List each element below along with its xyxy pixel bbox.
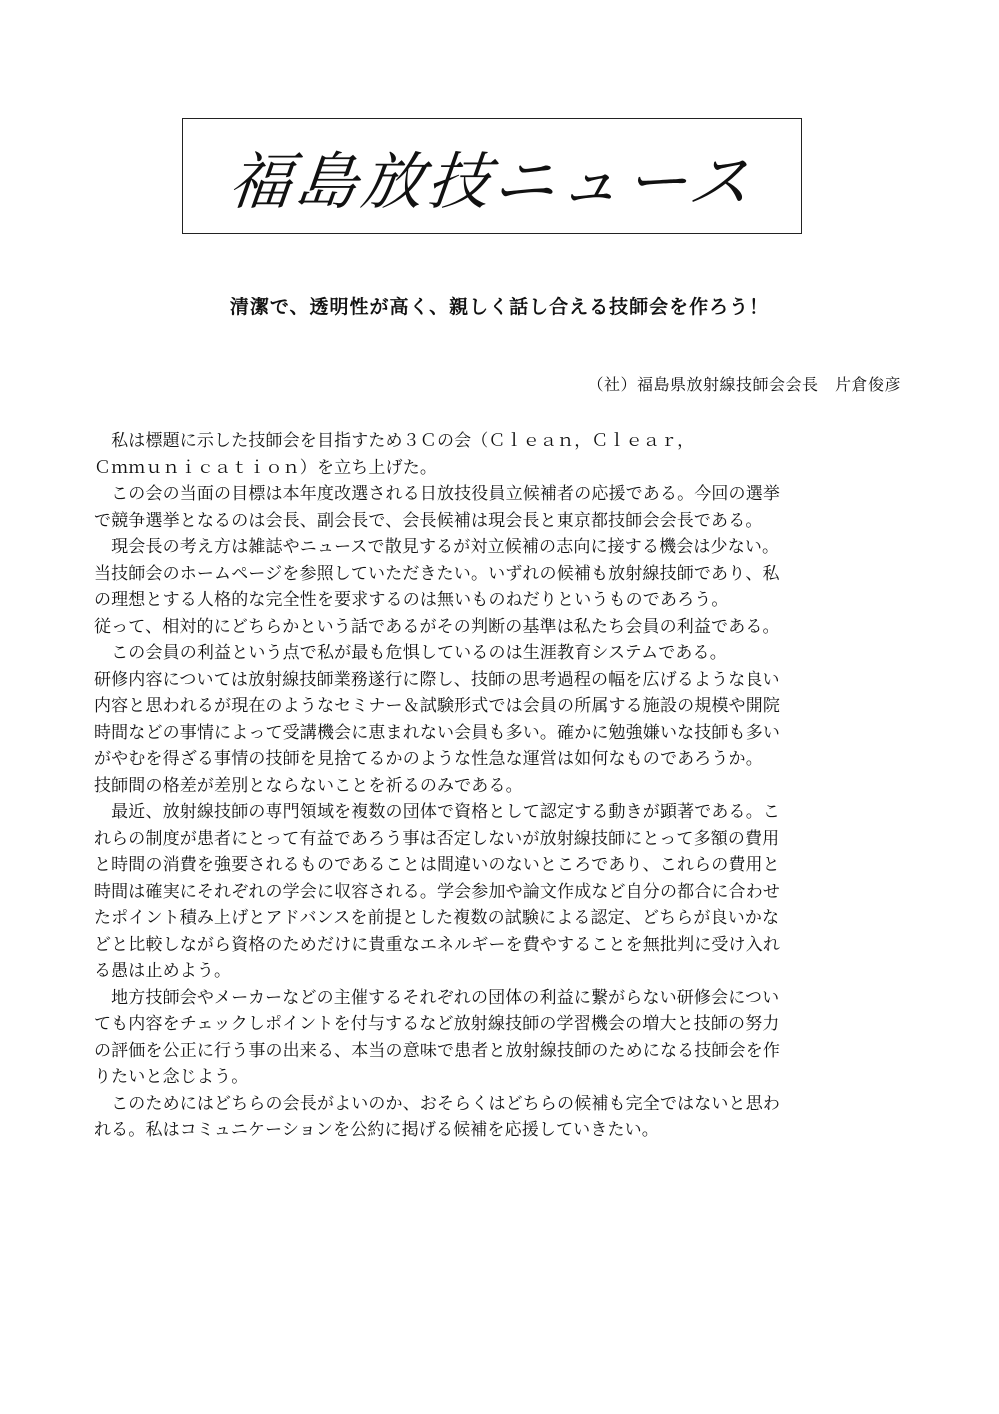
body-line: の理想とする人格的な完全性を要求するのは無いものねだりというものであろう。 bbox=[94, 590, 729, 610]
body-line: このためにはどちらの会長がよいのか、おそらくはどちらの候補も完全ではないと思わ bbox=[94, 1093, 780, 1114]
newsletter-title-box bbox=[182, 118, 802, 234]
body-line: 時間は確実にそれぞれの学会に収容される。学会参加や論文作成など自分の都合に合わせ bbox=[94, 881, 780, 902]
author-byline: （社）福島県放射線技師会会長 片倉俊彦 bbox=[587, 375, 901, 394]
body-line: この会員の利益という点で私が最も危惧しているのは生涯教育システムである。 bbox=[94, 643, 727, 663]
body-line: の評価を公正に行う事の出来る、本当の意味で患者と放射線技師のためになる技師会を作 bbox=[94, 1040, 780, 1061]
body-line: 最近、放射線技師の専門領域を複数の団体で資格として認定する動きが顕著である。こ bbox=[94, 802, 780, 822]
body-line: 技師間の格差が差別とならないことを祈るのみである。 bbox=[94, 775, 523, 796]
body-line: と時間の消費を強要されるものであることは間違いのないところであり、これらの費用と bbox=[94, 855, 780, 875]
body-line: 従って、相対的にどちらかという話であるがその判断の基準は私たち会員の利益である。 bbox=[94, 616, 780, 637]
body-line: 私は標題に示した技師会を目指すため３Ｃの会（Ｃｌｅａｎ，Ｃｌｅａｒ， bbox=[94, 431, 695, 451]
newsletter-title: 福島放技ニュース bbox=[225, 144, 758, 218]
body-line: この会の当面の目標は本年度改選される日放技役員立候補者の応援である。今回の選挙 bbox=[94, 484, 780, 504]
body-line: で競争選挙となるのは会長、副会長で、会長候補は現会長と東京都技師会会長である。 bbox=[94, 510, 763, 531]
body-line: Ｃｍｍｕｎｉｃａｔｉｏｎ）を立ち上げた。 bbox=[94, 457, 437, 478]
article-headline: 清潔で、透明性が高く、親しく話し合える技師会を作ろう！ bbox=[229, 296, 770, 318]
body-line: がやむを得ざる事情の技師を見捨てるかのような性急な運営は如何なものであろうか。 bbox=[94, 749, 763, 769]
body-line: ても内容をチェックしポイントを付与するなど放射線技師の学習機会の増大と技師の努力 bbox=[94, 1014, 780, 1034]
body-line: たポイント積み上げとアドバンスを前提とした複数の試験による認定、どちらが良いかな bbox=[94, 908, 780, 928]
body-line: る愚は止めよう。 bbox=[94, 961, 232, 981]
body-line: れる。私はコミュニケーションを公約に掲げる候補を応援していきたい。 bbox=[94, 1120, 659, 1140]
body-line: りたいと念じよう。 bbox=[94, 1067, 249, 1087]
body-line: どと比較しながら資格のためだけに貴重なエネルギーを費やすることを無批判に受け入れ bbox=[94, 934, 780, 955]
article-body bbox=[94, 428, 909, 1144]
body-line: 現会長の考え方は雑誌やニュースで散見するが対立候補の志向に接する機会は少ない。 bbox=[94, 537, 780, 557]
body-line: 当技師会のホームページを参照していただきたい。いずれの候補も放射線技師であり、私 bbox=[94, 563, 780, 584]
body-line: 時間などの事情によって受講機会に恵まれない会員も多い。確かに勉強嫌いな技師も多い bbox=[94, 722, 780, 743]
body-line: れらの制度が患者にとって有益であろう事は否定しないが放射線技師にとって多額の費用 bbox=[94, 828, 780, 849]
body-line: 地方技師会やメーカーなどの主催するそれぞれの団体の利益に繋がらない研修会につい bbox=[94, 987, 780, 1008]
body-line: 研修内容については放射線技師業務遂行に際し、技師の思考過程の幅を広げるような良い bbox=[94, 669, 780, 690]
body-line: 内容と思われるが現在のようなセミナー＆試験形式では会員の所属する施設の規模や開院 bbox=[94, 696, 780, 716]
